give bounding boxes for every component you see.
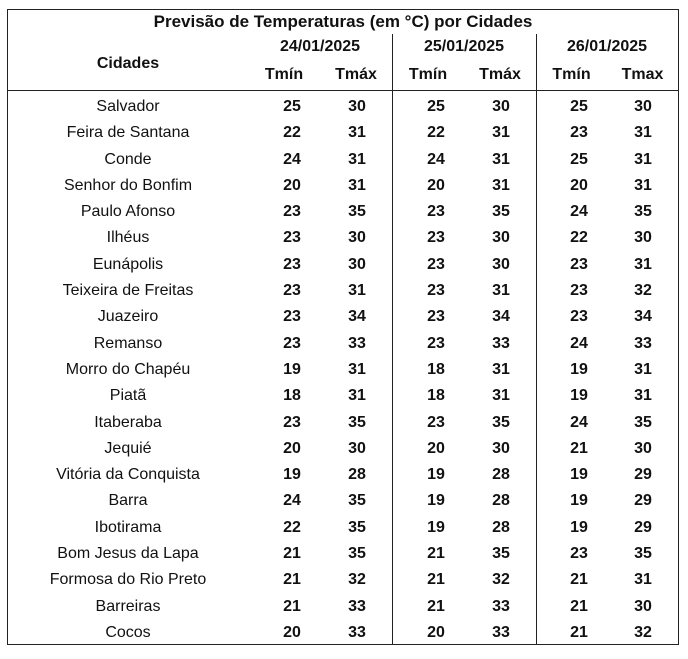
tmax-value: 33 (492, 334, 510, 352)
city-name: Bom Jesus da Lapa (57, 545, 199, 563)
table-row (8, 383, 678, 409)
city-name: Eunápolis (92, 255, 164, 273)
tmin-value: 19 (570, 466, 588, 484)
tmin-value: 23 (427, 229, 445, 247)
tmax-value: 35 (634, 545, 652, 563)
day-header-2 (392, 34, 536, 90)
tmax-value: 31 (492, 176, 510, 194)
tmax-value: 33 (492, 623, 510, 641)
tmax-value: 35 (492, 203, 510, 221)
city-name: Itaberaba (94, 413, 162, 431)
tmin-value: 23 (283, 334, 301, 352)
tmin-value: 23 (570, 308, 588, 326)
tmin-value: 21 (283, 571, 301, 589)
tmax-value: 35 (348, 545, 366, 563)
tmax-value: 31 (492, 282, 510, 300)
tmin-value: 25 (427, 98, 445, 115)
tmax-value: 30 (634, 597, 652, 615)
tmin-value: 23 (427, 334, 445, 352)
tmax-value: 30 (492, 229, 510, 247)
tmin-value: 23 (283, 203, 301, 221)
tmax-value: 28 (348, 466, 366, 484)
tmin-value: 24 (427, 150, 445, 168)
tmax-value: 31 (634, 176, 652, 194)
tmax-value: 33 (348, 597, 366, 615)
tmax-value: 33 (634, 334, 652, 352)
header-divider (8, 90, 678, 91)
city-name: Piatã (109, 387, 147, 405)
tmax-value: 30 (492, 98, 510, 115)
table-row (8, 594, 678, 620)
tmin-value: 21 (427, 597, 445, 615)
tmin-value: 19 (570, 360, 588, 378)
tmax-value: 30 (492, 255, 510, 273)
tmax-value: 31 (348, 387, 366, 405)
tmin-value: 23 (283, 282, 301, 300)
tmax-value: 33 (348, 623, 366, 641)
table-row (8, 173, 678, 199)
tmin-value: 21 (570, 623, 588, 641)
tmax-value: 30 (348, 229, 366, 247)
tmax-value: 35 (492, 545, 510, 563)
tmax-value: 31 (634, 124, 652, 142)
forecast-table (7, 9, 679, 645)
table-row (8, 331, 678, 357)
city-name: Morro do Chapéu (65, 360, 191, 378)
table-row (8, 436, 678, 462)
table-row (8, 567, 678, 593)
day-date: 24/01/2025 (279, 38, 361, 55)
tmax-value: 28 (492, 466, 510, 484)
tmin-value: 19 (427, 518, 445, 536)
tmin-value: 23 (427, 203, 445, 221)
tmax-header: Tmax (621, 66, 664, 83)
city-name: Ibotirama (94, 518, 162, 536)
tmax-value: 30 (492, 439, 510, 457)
tmax-value: 31 (348, 124, 366, 142)
tmax-header: Tmáx (335, 66, 377, 83)
tmin-value: 20 (570, 176, 588, 194)
tmax-value: 30 (348, 255, 366, 273)
tmax-value: 34 (348, 308, 366, 326)
tmin-value: 18 (427, 360, 445, 378)
tmax-value: 35 (348, 203, 366, 221)
tmax-value: 31 (348, 176, 366, 194)
tmin-value: 23 (570, 124, 588, 142)
tmax-value: 28 (492, 492, 510, 510)
tmin-value: 19 (283, 360, 301, 378)
tmin-value: 23 (427, 413, 445, 431)
tmin-value: 19 (283, 466, 301, 484)
tmin-value: 21 (283, 545, 301, 563)
tmin-value: 25 (570, 98, 588, 115)
tmax-header: Tmáx (479, 66, 521, 83)
city-name: Formosa do Rio Preto (49, 571, 207, 589)
tmin-value: 23 (427, 282, 445, 300)
tmin-value: 21 (570, 571, 588, 589)
tmax-value: 35 (348, 492, 366, 510)
tmax-value: 31 (634, 387, 652, 405)
tmax-value: 29 (634, 518, 652, 536)
tmin-value: 20 (427, 176, 445, 194)
tmin-value: 19 (427, 492, 445, 510)
tmin-value: 21 (570, 597, 588, 615)
day-header-1 (248, 34, 392, 90)
day-header-3 (536, 34, 678, 90)
tmin-value: 24 (283, 150, 301, 168)
tmin-value: 20 (283, 176, 301, 194)
tmax-value: 32 (634, 623, 652, 641)
table-row (8, 252, 678, 278)
city-name: Ilhéus (106, 229, 150, 247)
tmax-value: 35 (492, 413, 510, 431)
city-name: Cocos (105, 623, 151, 641)
tmax-value: 35 (348, 413, 366, 431)
tmin-value: 23 (570, 282, 588, 300)
tmax-value: 35 (348, 518, 366, 536)
tmax-value: 34 (634, 308, 652, 326)
tmax-value: 34 (492, 308, 510, 326)
tmin-value: 21 (427, 571, 445, 589)
tmin-value: 23 (283, 229, 301, 247)
tmax-value: 33 (492, 597, 510, 615)
tmin-value: 24 (570, 413, 588, 431)
cities-column-header: Cidades (96, 55, 160, 72)
tmin-value: 23 (283, 255, 301, 273)
table-row (8, 620, 678, 646)
city-name: Barra (108, 492, 148, 510)
tmax-value: 31 (492, 360, 510, 378)
tmin-value: 22 (427, 124, 445, 142)
tmin-value: 20 (427, 623, 445, 641)
tmax-value: 31 (634, 150, 652, 168)
tmax-value: 29 (634, 466, 652, 484)
tmin-value: 22 (570, 229, 588, 247)
tmin-value: 23 (427, 308, 445, 326)
tmin-value: 24 (570, 334, 588, 352)
table-row (8, 147, 678, 173)
tmax-value: 31 (348, 360, 366, 378)
tmax-value: 33 (348, 334, 366, 352)
tmax-value: 30 (634, 229, 652, 247)
tmax-value: 31 (348, 282, 366, 300)
tmax-value: 28 (492, 518, 510, 536)
table-row (8, 278, 678, 304)
table-title: Previsão de Temperaturas (em °C) por Cidades (153, 12, 533, 31)
tmin-header: Tmín (408, 66, 448, 83)
table-row (8, 225, 678, 251)
tmax-value: 32 (348, 571, 366, 589)
tmin-header: Tmín (264, 66, 304, 83)
city-name: Conde (104, 150, 152, 168)
tmin-value: 23 (283, 413, 301, 431)
city-name: Salvador (96, 98, 160, 115)
tmin-value: 19 (570, 387, 588, 405)
table-row (8, 94, 678, 120)
tmin-value: 18 (427, 387, 445, 405)
tmax-value: 30 (348, 439, 366, 457)
tmin-value: 20 (283, 623, 301, 641)
table-row (8, 462, 678, 488)
tmin-value: 19 (570, 518, 588, 536)
tmin-value: 21 (427, 545, 445, 563)
table-row (8, 410, 678, 436)
tmin-value: 21 (570, 439, 588, 457)
tmax-value: 31 (492, 150, 510, 168)
city-name: Teixeira de Freitas (62, 282, 194, 300)
tmin-value: 18 (283, 387, 301, 405)
tmin-value: 23 (570, 545, 588, 563)
table-row (8, 541, 678, 567)
tmin-value: 24 (283, 492, 301, 510)
tmin-value: 19 (427, 466, 445, 484)
tmin-value: 20 (283, 439, 301, 457)
tmax-value: 31 (492, 387, 510, 405)
tmin-header: Tmín (552, 66, 591, 83)
tmin-value: 24 (570, 203, 588, 221)
tmax-value: 31 (348, 150, 366, 168)
tmax-value: 35 (634, 413, 652, 431)
table-row (8, 488, 678, 514)
tmax-value: 31 (634, 571, 652, 589)
tmax-value: 35 (634, 203, 652, 221)
day-date: 25/01/2025 (423, 38, 505, 55)
tmin-value: 21 (283, 597, 301, 615)
city-name: Paulo Afonso (80, 203, 176, 221)
city-name: Remanso (93, 334, 163, 352)
tmin-value: 22 (283, 124, 301, 142)
tmin-value: 25 (570, 150, 588, 168)
tmax-value: 30 (634, 439, 652, 457)
table-body (8, 94, 678, 646)
city-name: Senhor do Bonfim (63, 176, 193, 194)
tmax-value: 31 (492, 124, 510, 142)
table-row (8, 515, 678, 541)
tmin-value: 23 (283, 308, 301, 326)
table-row (8, 120, 678, 146)
tmax-value: 32 (492, 571, 510, 589)
tmax-value: 32 (634, 282, 652, 300)
city-name: Vitória da Conquista (56, 466, 200, 484)
tmin-value: 22 (283, 518, 301, 536)
city-name: Feira de Santana (66, 124, 190, 142)
city-name: Barreiras (95, 597, 161, 615)
table-row (8, 199, 678, 225)
tmin-value: 23 (427, 255, 445, 273)
tmin-value: 23 (570, 255, 588, 273)
tmax-value: 30 (634, 98, 652, 115)
city-name: Jequié (104, 439, 152, 457)
tmax-value: 30 (348, 98, 366, 115)
tmax-value: 31 (634, 255, 652, 273)
tmax-value: 31 (634, 360, 652, 378)
table-row (8, 304, 678, 330)
day-date: 26/01/2025 (566, 38, 648, 55)
table-row (8, 357, 678, 383)
tmin-value: 19 (570, 492, 588, 510)
tmin-value: 20 (427, 439, 445, 457)
tmax-value: 29 (634, 492, 652, 510)
city-name: Juazeiro (97, 308, 159, 326)
tmin-value: 25 (283, 98, 301, 115)
